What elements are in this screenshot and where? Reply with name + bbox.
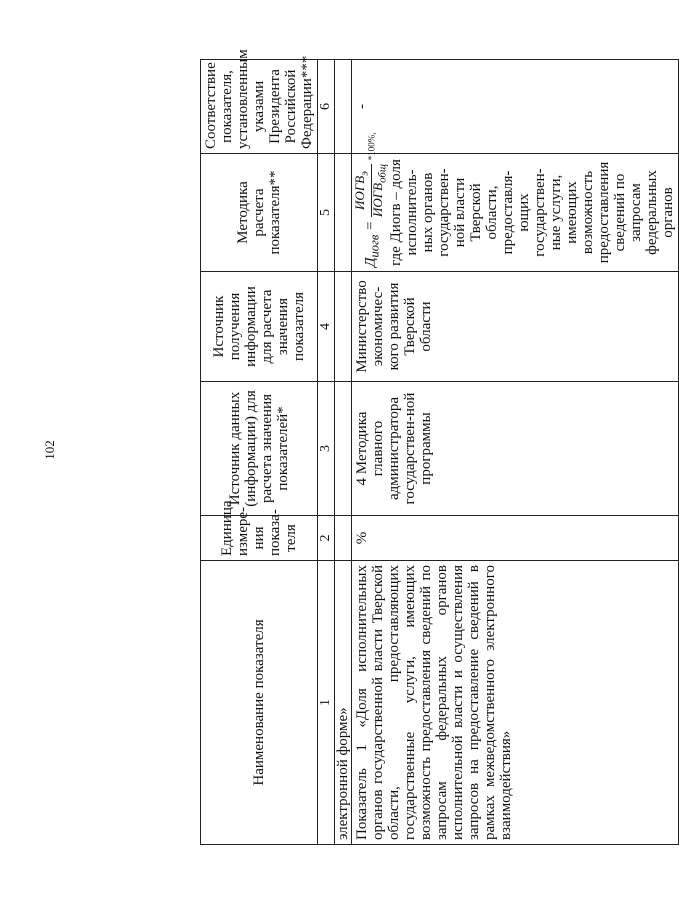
header-info-source: Источник получения информации для расчета значения показателя	[201, 272, 318, 382]
header-method: Методика расчета показателя**	[201, 154, 318, 272]
page-number: 102	[42, 440, 57, 460]
continuation-text: электронной форме»	[335, 561, 352, 845]
formula-tail: *100%,	[366, 132, 377, 161]
formula-denominator-sub: общ	[376, 163, 389, 183]
indicator-table	[200, 49, 679, 845]
indicator-data-source: 4 Методика главного администратора государствен-ной программы	[352, 382, 679, 516]
header-indicator-name: Наименование показателя	[201, 561, 318, 845]
formula-denominator: ИОГВ	[369, 182, 385, 218]
column-number: 1	[318, 561, 335, 845]
header-unit: Единица измере-ния показа-теля	[201, 516, 318, 561]
indicator-correspondence: -	[352, 60, 679, 154]
formula-numerator: ИОГВ	[352, 175, 367, 210]
indicator-method	[352, 132, 679, 272]
indicator-name: Показатель 1 «Доля исполнительных органов государственной власти Тверской области, предоставляющих государственные услуги, имеющих возможность предоставления сведений по запросам федеральных органов исполнительной власти и осуществления запросов на предоставление сведений в рамках межведомственного электронного взаимодействия»	[352, 561, 679, 845]
continuation-row	[335, 60, 352, 845]
column-numbers-row	[318, 60, 335, 845]
table-header-row	[201, 60, 318, 845]
column-number: 4	[318, 272, 335, 382]
formula-numerator-sub: э	[358, 171, 371, 176]
header-correspondence: Соответствие показателя, установленным указами Президента Российской Федерации***	[201, 60, 318, 154]
header-data-source: Источник данных (информации) для расчета значения показателей*	[201, 382, 318, 516]
method-formula: $Д_{иогв}$ = $ИОГВ_э$ $ИОГВ_{общ}$ *100%,	[352, 132, 389, 267]
indicator-info-source: Министерство экономичес-кого развития Тверской области	[352, 272, 679, 382]
formula-fraction	[354, 164, 388, 217]
method-text: где Диогв – доля исполнитель-ных органов государствен-ной власти Тверской области, предоставля-ющих государствен-ные услуги, имеющих возможность предоставления сведений по запросам федеральных органов	[388, 159, 677, 266]
column-number: 5	[318, 154, 335, 272]
column-number: 6	[318, 60, 335, 154]
formula-lhs: Д	[362, 257, 379, 267]
indicator-unit: %	[352, 516, 679, 561]
column-number: 3	[318, 382, 335, 516]
formula-lhs-sub: иогв	[367, 234, 382, 258]
column-number: 2	[318, 516, 335, 561]
indicator-row	[352, 60, 679, 845]
